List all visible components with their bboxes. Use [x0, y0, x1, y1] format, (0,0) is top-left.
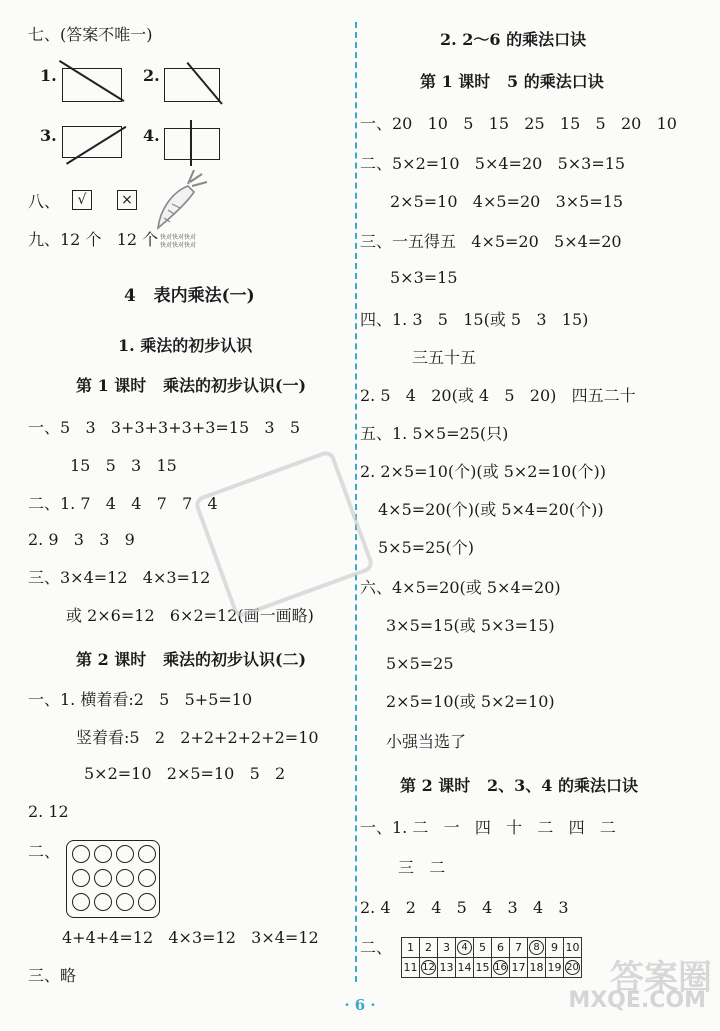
left-l1-q1-line2: 15 5 3 15: [70, 456, 177, 475]
right-q3-line2: 5×3=15: [390, 268, 458, 287]
grid-cell: 14: [456, 958, 474, 978]
right-q2-line1: 二、5×2=10 5×4=20 5×3=15: [360, 154, 626, 173]
section-title-right: 2. 2～6 的乘法口诀: [440, 30, 587, 49]
q8-heading: 八、: [28, 192, 61, 211]
right-s1-line1: 一、1. 二 一 四 十 二 四 二: [360, 818, 616, 837]
q7-rect-4: [164, 128, 220, 160]
left-l2-er-equations: 4+4+4=12 4×3=12 3×4=12: [62, 928, 319, 947]
lesson-2-title-left: 第 2 课时 乘法的初步认识(二): [76, 650, 307, 669]
q7-item-1-label: 1.: [40, 66, 57, 85]
right-q6-line4: 2×5=10(或 5×2=10): [386, 692, 555, 711]
q7-item-2-label: 2.: [143, 66, 160, 85]
left-l2-er-label: 二、: [28, 842, 61, 861]
right-q2-line2: 2×5=10 4×5=20 3×5=15: [390, 192, 624, 211]
left-l1-q2-line2: 2. 9 3 3 9: [28, 530, 135, 549]
grid-cell: 9: [546, 938, 564, 958]
left-l1-q3-line1: 三、3×4=12 4×3=12: [28, 568, 211, 587]
circled-number: 16: [494, 962, 507, 973]
right-q6-line2: 3×5=15(或 5×3=15): [386, 616, 555, 635]
lesson-2-title-right: 第 2 课时 2、3、4 的乘法口诀: [400, 776, 638, 795]
grid-cell-circled: [492, 958, 510, 978]
egg-circle: [116, 869, 134, 887]
grid-cell: 10: [564, 938, 582, 958]
q7-item-4-label: 4.: [143, 126, 160, 145]
left-l2-q1-line1: 一、1. 横着看:2 5 5+5=10: [28, 690, 253, 709]
grid-cell: 6: [492, 938, 510, 958]
grid-cell: 19: [546, 958, 564, 978]
grid-cell-circled: [564, 958, 582, 978]
egg-circle: [116, 893, 134, 911]
q7-rect-1: [62, 68, 122, 102]
right-q6-line1: 六、4×5=20(或 5×4=20): [360, 578, 561, 597]
q8-cross-box: ×: [117, 190, 137, 210]
q7-heading: 七、(答案不唯一): [28, 25, 153, 44]
egg-circle: [116, 845, 134, 863]
q7-item-3-label: 3.: [40, 126, 57, 145]
egg-circle: [138, 869, 156, 887]
right-q3-line1: 三、一五得五 4×5=20 5×4=20: [360, 232, 622, 251]
grid-cell: 17: [510, 958, 528, 978]
grid-cell-circled: [420, 958, 438, 978]
egg-circle: [138, 845, 156, 863]
egg-circle: [72, 845, 90, 863]
watermark-url: MXQE.COM: [568, 988, 706, 1013]
q7-rect-2: [164, 68, 220, 102]
right-er-label: 二、: [360, 938, 393, 957]
right-q5-line4: 5×5=25(个): [378, 538, 475, 557]
left-l2-q2: 2. 12: [28, 802, 69, 821]
left-l2-q1-line3: 5×2=10 2×5=10 5 2: [84, 764, 286, 783]
grid-cell-circled: [456, 938, 474, 958]
grid-cell: 7: [510, 938, 528, 958]
egg-circle: [94, 869, 112, 887]
grid-cell-circled: [528, 938, 546, 958]
grid-cell: 3: [438, 938, 456, 958]
sticker-text: 快对快对快对 快对快对快对: [160, 234, 197, 249]
grid-cell: 11: [402, 958, 420, 978]
left-l1-q1-line1: 一、5 3 3+3+3+3+3=15 3 5: [28, 418, 301, 437]
column-divider: [355, 22, 357, 982]
right-q4-line2: 三五十五: [412, 348, 477, 367]
egg-circle: [94, 845, 112, 863]
right-q6-conclusion: 小强当选了: [386, 732, 467, 751]
egg-tray-figure: [66, 840, 160, 918]
page-number: · 6 ·: [344, 996, 376, 1014]
q8-check-box: √: [72, 190, 92, 210]
right-q4-line3: 2. 5 4 20(或 4 5 20) 四五二十: [360, 386, 636, 405]
right-q1: 一、20 10 5 15 25 15 5 20 10: [360, 114, 677, 133]
watermark-logo: 答案圈: [610, 958, 712, 998]
section-title-left: 1. 乘法的初步认识: [118, 336, 253, 355]
left-l1-q2-line1: 二、1. 7 4 4 7 7 4: [28, 494, 218, 513]
q7-rect-3: [62, 126, 122, 158]
right-s1-line2: 三 二: [398, 858, 446, 877]
grid-cell: 15: [474, 958, 492, 978]
left-l1-q3-line2: 或 2×6=12 6×2=12(画一画略): [66, 606, 314, 625]
grid-cell: 5: [474, 938, 492, 958]
number-grid: [401, 937, 582, 978]
circled-number: 4: [457, 940, 472, 955]
right-s2: 2. 4 2 4 5 4 3 4 3: [360, 898, 569, 917]
egg-circle: [72, 869, 90, 887]
egg-circle: [138, 893, 156, 911]
circled-number: 12: [422, 962, 435, 973]
lesson-1-title-left: 第 1 课时 乘法的初步认识(一): [76, 376, 307, 395]
egg-circle: [72, 893, 90, 911]
grid-cell: 13: [438, 958, 456, 978]
right-q5-line1: 五、1. 5×5=25(只): [360, 424, 509, 443]
lesson-1-title-right: 第 1 课时 5 的乘法口诀: [420, 72, 604, 91]
chapter-title: 4 表内乘法(一): [124, 286, 255, 306]
watermark-stamp: [193, 449, 376, 620]
q9-answer: 九、12 个 12 个: [28, 230, 159, 249]
left-l2-q3: 三、略: [28, 966, 77, 985]
grid-cell: 1: [402, 938, 420, 958]
grid-cell: 18: [528, 958, 546, 978]
circled-number: 8: [529, 940, 544, 955]
egg-circle: [94, 893, 112, 911]
right-q6-line3: 5×5=25: [386, 654, 454, 673]
right-q5-line3: 4×5=20(个)(或 5×4=20(个)): [378, 500, 604, 519]
grid-cell: 2: [420, 938, 438, 958]
circled-number: 20: [566, 962, 579, 973]
right-q4-line1: 四、1. 3 5 15(或 5 3 15): [360, 310, 589, 329]
left-l2-q1-line2: 竖着看:5 2 2+2+2+2+2=10: [76, 728, 319, 747]
q7-cut-line-4: [190, 120, 192, 166]
right-q5-line2: 2. 2×5=10(个)(或 5×2=10(个)): [360, 462, 606, 481]
